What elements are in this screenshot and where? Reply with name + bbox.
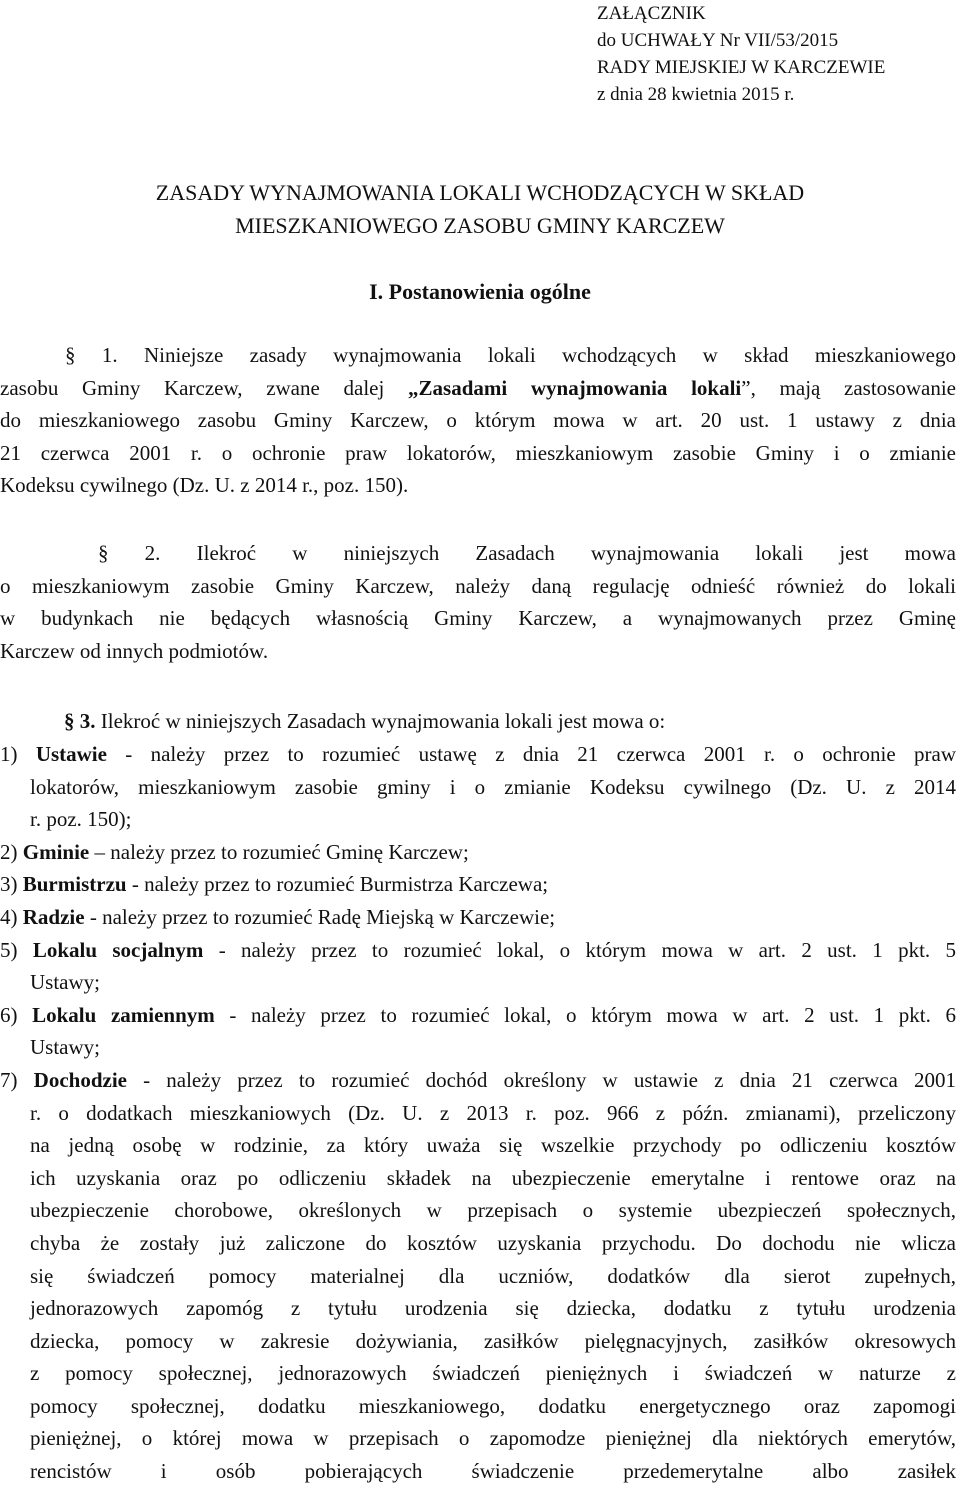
- list-item: 2) Gminie – należy przez to rozumieć Gminę Karczew;: [0, 839, 469, 864]
- list-item: 5) Lokalu socjalnym - należy przez to rozumieć lokal, o którym mowa w art. 2 ust. 1 pkt. 5: [0, 937, 956, 962]
- paragraph-text: ”, mają zastosowanie: [741, 375, 956, 400]
- list-item-continuation: r. poz. 150);: [30, 807, 132, 832]
- paragraph-line: [0, 372, 956, 405]
- title-line: ZASADY WYNAJMOWANIA LOKALI WCHODZĄCYCH W SKŁAD: [155, 180, 805, 205]
- defined-term: „Zasadami wynajmowania lokali: [408, 375, 742, 400]
- list-item-continuation: rencistów i osób pobierających świadczenie przedemerytalne albo zasiłek: [30, 1459, 956, 1484]
- list-item: 1) Ustawie - należy przez to rozumieć ustawę z dnia 21 czerwca 2001 r. o ochronie praw: [0, 742, 956, 766]
- paragraph-line: [0, 537, 956, 570]
- list-item-continuation: się świadczeń pomocy materialnej dla uczniów, dodatków dla sierot zupełnych,: [30, 1263, 956, 1288]
- paragraph-number: § 2.: [98, 541, 161, 565]
- list-item: 3) Burmistrzu - należy przez to rozumieć Burmistrza Karczewa;: [0, 872, 549, 897]
- paragraph-text: Ilekroć w niniejszych Zasadach wynajmowania lokali jest mowa: [160, 541, 957, 565]
- list-item-continuation: r. o dodatkach mieszkaniowych (Dz. U. z 2013 r. poz. 966 z późn. zmianami), przeliczony: [30, 1100, 956, 1125]
- title-line: MIESZKANIOWEGO ZASOBU GMINY KARCZEW: [235, 213, 725, 238]
- defined-term: Dochodzie: [33, 1067, 127, 1092]
- list-item-continuation: ubezpieczenie chorobowe, określonych w przepisach o systemie ubezpieczeń społecznych,: [30, 1198, 956, 1223]
- list-item-continuation: dziecka, pomocy w zakresie dożywiania, zasiłków pielęgnacyjnych, zasiłków okresowych: [30, 1328, 956, 1353]
- list-item-continuation: pomocy społecznej, dodatku mieszkaniowego, dodatku energetycznego oraz zapomogi: [30, 1393, 956, 1418]
- paragraph-line: [0, 339, 956, 372]
- list-item-continuation: pieniężnej, o której mowa w przepisach o zapomodze pieniężnej dla niektórych emerytów,: [30, 1426, 956, 1451]
- defined-term: Ustawie: [35, 742, 107, 766]
- paragraph-line: do mieszkaniowego zasobu Gminy Karczew, o którym mowa w art. 20 ust. 1 ustawy z dnia: [0, 408, 956, 433]
- list-item: 6) Lokalu zamiennym - należy przez to rozumieć lokal, o którym mowa w art. 2 ust. 1 pkt. 6: [0, 1002, 956, 1027]
- list-item-continuation: z pomocy społecznej, jednorazowych świadczeń pieniężnych i świadczeń w naturze z: [30, 1361, 956, 1386]
- document-title: [0, 176, 960, 242]
- list-item-continuation: ich uzyskania oraz po odliczeniu składek na ubezpieczenie emerytalne i rentowe oraz na: [30, 1165, 956, 1190]
- paragraph-text: zasobu Gminy Karczew, zwane dalej: [0, 375, 409, 400]
- paragraph-line: 21 czerwca 2001 r. o ochronie praw lokatorów, mieszkaniowym zasobie Gminy i o zmianie: [0, 440, 956, 465]
- list-item-continuation: na jedną osobę w rodzinie, za który uważa się wszelkie przychody po odliczeniu kosztów: [30, 1133, 956, 1158]
- paragraph-line: [0, 705, 956, 738]
- paragraph-number: § 3.: [64, 709, 96, 733]
- header-line: do UCHWAŁY Nr VII/53/2015: [597, 30, 839, 51]
- list-item-continuation: lokatorów, mieszkaniowym zasobie gminy i o zmianie Kodeksu cywilnego (Dz. U. z 2014: [30, 774, 956, 799]
- defined-term: Gminie: [22, 839, 90, 864]
- paragraph-line: Karczew od innych podmiotów.: [0, 638, 269, 663]
- paragraph-line: Kodeksu cywilnego (Dz. U. z 2014 r., poz. 150).: [0, 473, 409, 498]
- header-line: ZAŁĄCZNIK: [597, 3, 706, 24]
- list-item-continuation: chyba że zostały już zaliczone do kosztów uzyskania przychodu. Do dochodu nie wlicza: [30, 1230, 956, 1255]
- header-line: RADY MIEJSKIEJ W KARCZEWIE: [597, 57, 886, 78]
- list-item-continuation: Ustawy;: [30, 1035, 100, 1060]
- list-item: 4) Radzie - należy przez to rozumieć Radę Miejską w Karczewie;: [0, 904, 556, 929]
- paragraph-2: [0, 537, 956, 667]
- list-item-continuation: jednorazowych zapomóg z tytułu urodzenia się dziecka, dodatku z tytułu urodzenia: [30, 1296, 956, 1321]
- paragraph-1: [0, 339, 956, 502]
- defined-term: Lokalu socjalnym: [32, 937, 204, 962]
- paragraph-text: Ilekroć w niniejszych Zasadach wynajmowania lokali jest mowa o:: [95, 709, 666, 733]
- paragraph-text: Niniejsze zasady wynajmowania lokali wchodzących w skład mieszkaniowego: [117, 343, 957, 367]
- paragraph-line: w budynkach nie będących własnością Gminy Karczew, a wynajmowanych przez Gminę: [0, 606, 956, 631]
- list-item: 7) Dochodzie - należy przez to rozumieć dochód określony w ustawie z dnia 21 czerwca 2001: [0, 1067, 956, 1092]
- paragraph-3: [0, 705, 956, 738]
- definitions-list: [0, 738, 956, 1488]
- document-header: [597, 0, 885, 108]
- section-heading: I. Postanowienia ogólne: [369, 279, 591, 304]
- paragraph-line: o mieszkaniowym zasobie Gminy Karczew, należy daną regulację odnieść również do lokali: [0, 573, 956, 598]
- header-line: z dnia 28 kwietnia 2015 r.: [597, 84, 795, 105]
- list-item-continuation: Ustawy;: [30, 970, 100, 995]
- defined-term: Radzie: [22, 904, 85, 929]
- defined-term: Lokalu zamiennym: [32, 1002, 215, 1027]
- defined-term: Burmistrzu: [22, 872, 127, 897]
- paragraph-number: § 1.: [65, 343, 118, 367]
